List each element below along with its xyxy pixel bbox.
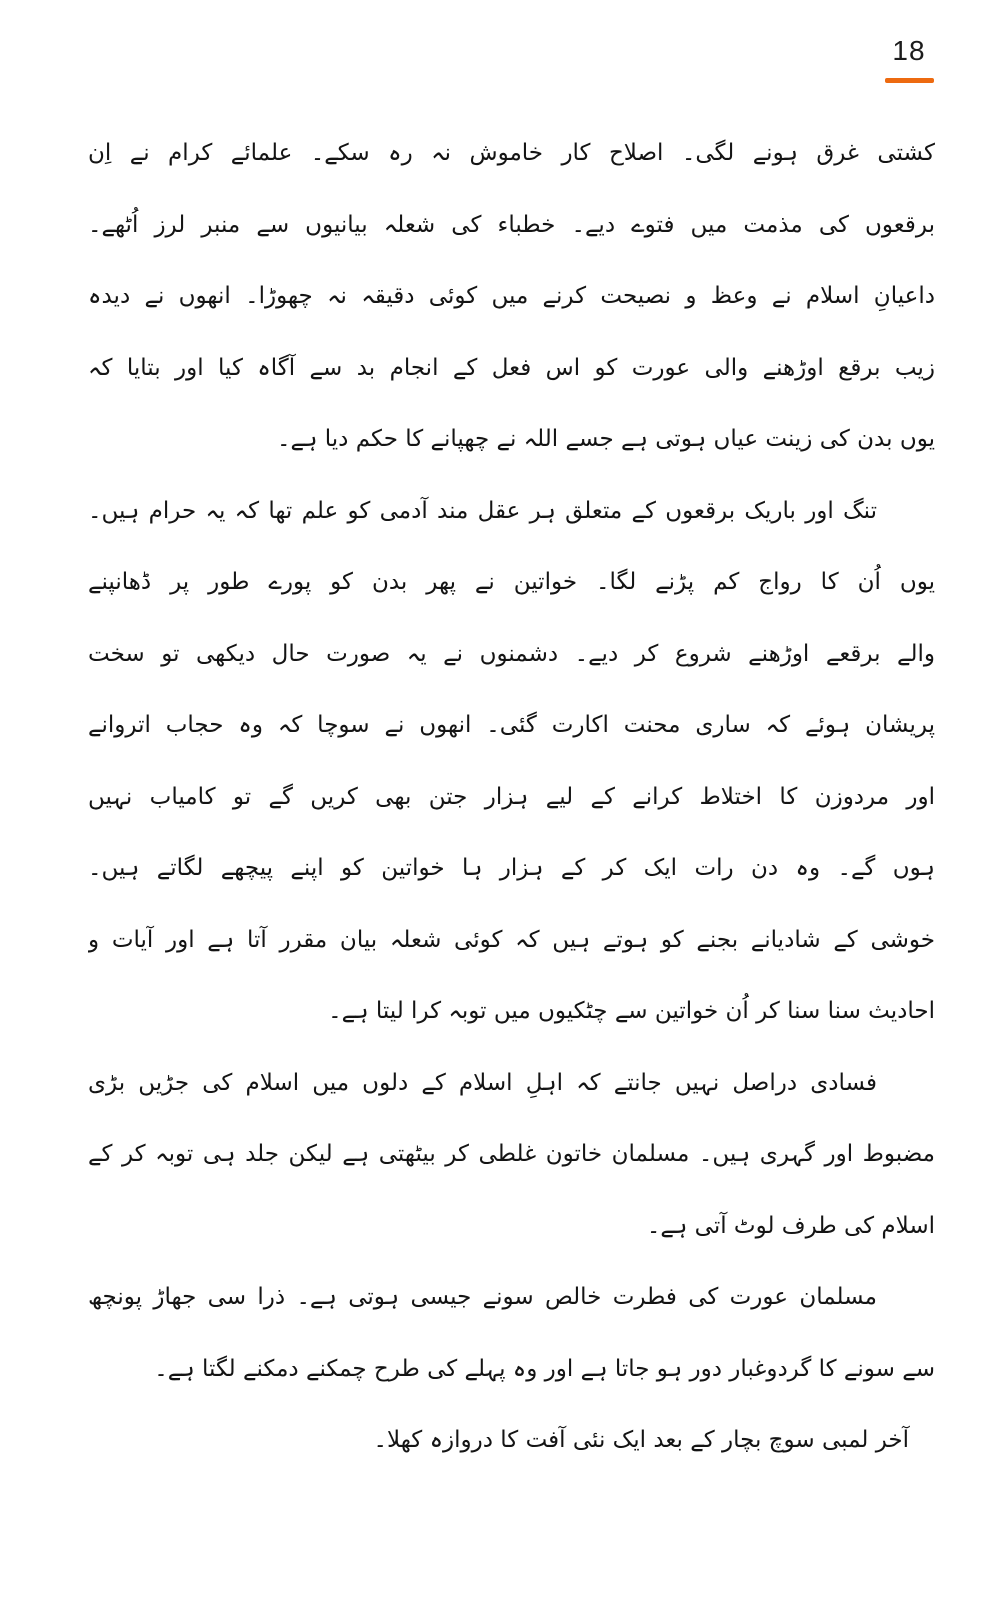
text-line: یوں بدن کی زینت عیاں ہوتی ہے جسے اللہ نے چھپانے کا حکم دیا ہے۔	[277, 426, 935, 452]
text-line: خوشی کے شادیانے بجنے کو ہوتے ہیں کہ کوئی شعلہ بیان مقرر آتا ہے اور آیات و	[88, 926, 935, 953]
text-line: اور مردوزن کا اختلاط کرانے کے لیے ہزار جتن بھی کریں گے تو کامیاب نہیں	[88, 783, 935, 810]
text-line: والے برقعے اوڑھنے شروع کر دیے۔ دشمنوں نے یہ صورت حال دیکھی تو سخت	[88, 640, 935, 667]
page-number-block	[882, 34, 936, 83]
text-line: سے سونے کا گردوغبار دور ہو جاتا ہے اور وہ پہلے کی طرح چمکنے دمکنے لگتا ہے۔	[154, 1355, 935, 1382]
text-line: اسلام کی طرف لوٹ آتی ہے۔	[646, 1212, 935, 1239]
text-line: کشتی غرق ہونے لگی۔ اصلاح کار خاموش نہ رہ سکے۔ علمائے کرام نے اِن	[88, 140, 935, 166]
text-line: آخر لمبی سوچ بچار کے بعد ایک نئی آفت کا دروازہ کھلا۔	[373, 1427, 909, 1453]
text-line: داعیانِ اسلام نے وعظ و نصیحت کرنے میں کوئی دقیقہ نہ چھوڑا۔ انھوں نے دیدہ	[88, 283, 935, 309]
text-line: فسادی دراصل نہیں جانتے کہ اہلِ اسلام کے دلوں میں اسلام کی جڑیں بڑی	[88, 1069, 877, 1096]
text-block	[88, 118, 935, 1477]
page-number-underline	[885, 78, 934, 83]
text-line: احادیث سنا سنا کر اُن خواتین سے چٹکیوں میں توبہ کرا لیتا ہے۔	[328, 998, 935, 1024]
text-line: یوں اُن کا رواج کم پڑنے لگا۔ خواتین نے پھر بدن کو پورے طور پر ڈھانپنے	[88, 569, 935, 595]
text-line: مسلمان عورت کی فطرت خالص سونے جیسی ہوتی ہے۔ ذرا سی جھاڑ پونچھ	[88, 1284, 877, 1310]
text-line: تنگ اور باریک برقعوں کے متعلق ہر عقل مند آدمی کو علم تھا کہ یہ حرام ہیں۔	[88, 497, 877, 524]
text-line: زیب برقع اوڑھنے والی عورت کو اس فعل کے انجام بد سے آگاہ کیا اور بتایا کہ	[88, 354, 935, 381]
text-line: برقعوں کی مذمت میں فتوے دیے۔ خطباء کی شعلہ بیانیوں سے منبر لرز اُٹھے۔	[88, 211, 935, 238]
text-line: مضبوط اور گہری ہیں۔ مسلمان خاتون غلطی کر بیٹھتی ہے لیکن جلد ہی توبہ کر کے	[88, 1141, 935, 1167]
text-line: پریشان ہوئے کہ ساری محنت اکارت گئی۔ انھوں نے سوچا کہ وہ حجاب اتروانے	[88, 712, 935, 738]
page-number: 18	[892, 35, 926, 66]
text-line: ہوں گے۔ وہ دن رات ایک کر کے ہزار ہا خواتین کو اپنے پیچھے لگاتے ہیں۔	[88, 855, 935, 881]
